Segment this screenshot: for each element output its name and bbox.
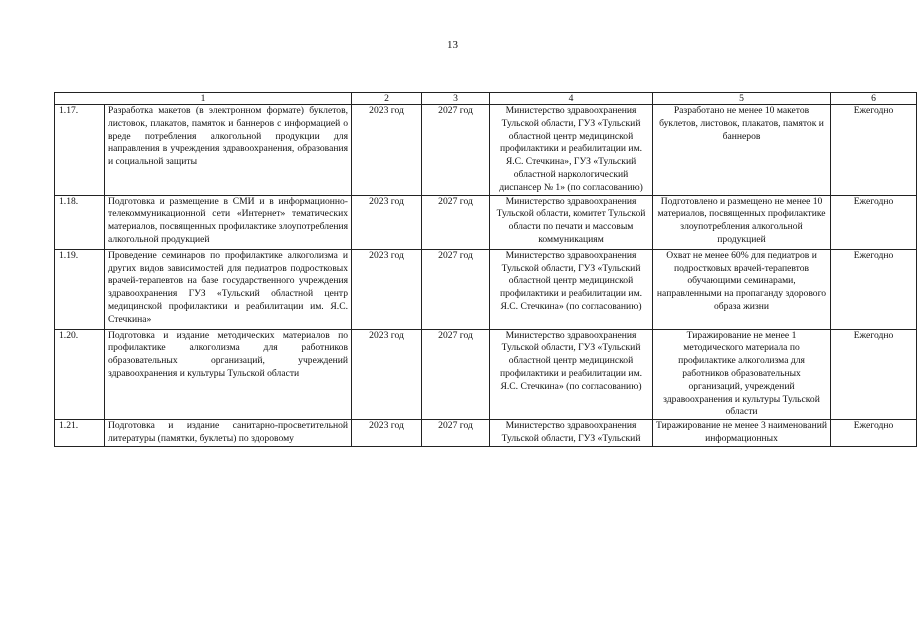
row-start-year: 2023 год	[352, 105, 422, 196]
plan-table	[54, 92, 917, 447]
row-result: Подготовлено и размещено не менее 10 материалов, посвященных профилактике злоупотребления алкогольной продукцией	[653, 195, 831, 249]
row-result: Тиражирование не менее 3 наименований информационных	[653, 420, 831, 447]
row-start-year: 2023 год	[352, 195, 422, 249]
row-result: Разработано не менее 10 макетов буклетов, листовок, плакатов, памяток и баннеров	[653, 105, 831, 196]
row-start-year: 2023 год	[352, 249, 422, 329]
page-number: 13	[447, 39, 458, 51]
row-action: Подготовка и размещение в СМИ и в информационно-телекоммуникационной сети «Интернет» тематических материалов, посвященных профилактике злоупотребления алкогольной продукцией	[105, 195, 352, 249]
row-end-year: 2027 год	[422, 195, 490, 249]
row-start-year: 2023 год	[352, 329, 422, 420]
row-end-year: 2027 год	[422, 329, 490, 420]
row-action: Проведение семинаров по профилактике алкоголизма и других видов зависимостей для педиатров подростковых врачей-терапевтов на базе государственного учреждения здравоохранения ГУЗ «Тульский областной центр медицинской профилактики и реабилитации им. Я.С. Стечкина»	[105, 249, 352, 329]
row-number: 1.21.	[55, 420, 105, 447]
row-action: Разработка макетов (в электронном формате) буклетов, листовок, плакатов, памяток и баннеров с информацией о вреде потребления алкогольной продукции для направления в учреждения здравоохранения, образования и социальной защиты	[105, 105, 352, 196]
row-end-year: 2027 год	[422, 420, 490, 447]
table-row	[55, 249, 917, 329]
row-executor: Министерство здравоохранения Тульской области, ГУЗ «Тульский областной центр медицинской профилактики и реабилитации им. Я.С. Стечкина» (по согласованию)	[490, 329, 653, 420]
row-end-year: 2027 год	[422, 105, 490, 196]
header-cell-col3: 3	[422, 93, 490, 105]
row-frequency: Ежегодно	[831, 420, 917, 447]
row-executor: Министерство здравоохранения Тульской области, ГУЗ «Тульский областной центр медицинской профилактики и реабилитации им. Я.С. Стечкина», ГУЗ «Тульский областной наркологический диспансер № 1» (по согласованию)	[490, 105, 653, 196]
row-frequency: Ежегодно	[831, 249, 917, 329]
table-header-row	[55, 93, 917, 105]
row-number: 1.18.	[55, 195, 105, 249]
row-result: Охват не менее 60% для педиатров и подростковых врачей-терапевтов обучающими семинарами, направленными на пропаганду здорового образа жизни	[653, 249, 831, 329]
table-row	[55, 420, 917, 447]
table-row	[55, 195, 917, 249]
row-action: Подготовка и издание санитарно-просветительной литературы (памятки, буклеты) по здоровому	[105, 420, 352, 447]
row-action: Подготовка и издание методических материалов по профилактике алкоголизма для работников образовательных организаций, учреждений здравоохранения и культуры Тульской области	[105, 329, 352, 420]
row-start-year: 2023 год	[352, 420, 422, 447]
row-frequency: Ежегодно	[831, 105, 917, 196]
header-cell-col2: 2	[352, 93, 422, 105]
row-number: 1.20.	[55, 329, 105, 420]
row-frequency: Ежегодно	[831, 195, 917, 249]
header-cell-col5: 5	[653, 93, 831, 105]
row-result: Тиражирование не менее 1 методического материала по профилактике алкоголизма для работников образовательных организаций, учреждений здравоохранения и культуры Тульской области	[653, 329, 831, 420]
row-executor: Министерство здравоохранения Тульской области, ГУЗ «Тульский областной центр медицинской профилактики и реабилитации им. Я.С. Стечкина» (по согласованию)	[490, 249, 653, 329]
header-cell-col4: 4	[490, 93, 653, 105]
row-end-year: 2027 год	[422, 249, 490, 329]
row-number: 1.19.	[55, 249, 105, 329]
row-number: 1.17.	[55, 105, 105, 196]
table-row	[55, 105, 917, 196]
plan-table-container	[54, 92, 894, 640]
row-frequency: Ежегодно	[831, 329, 917, 420]
row-executor: Министерство здравоохранения Тульской области, комитет Тульской области по печати и массовым коммуникациям	[490, 195, 653, 249]
header-cell-col1: 1	[55, 93, 352, 105]
table-row	[55, 329, 917, 420]
header-cell-col6: 6	[831, 93, 917, 105]
row-executor: Министерство здравоохранения Тульской области, ГУЗ «Тульский	[490, 420, 653, 447]
